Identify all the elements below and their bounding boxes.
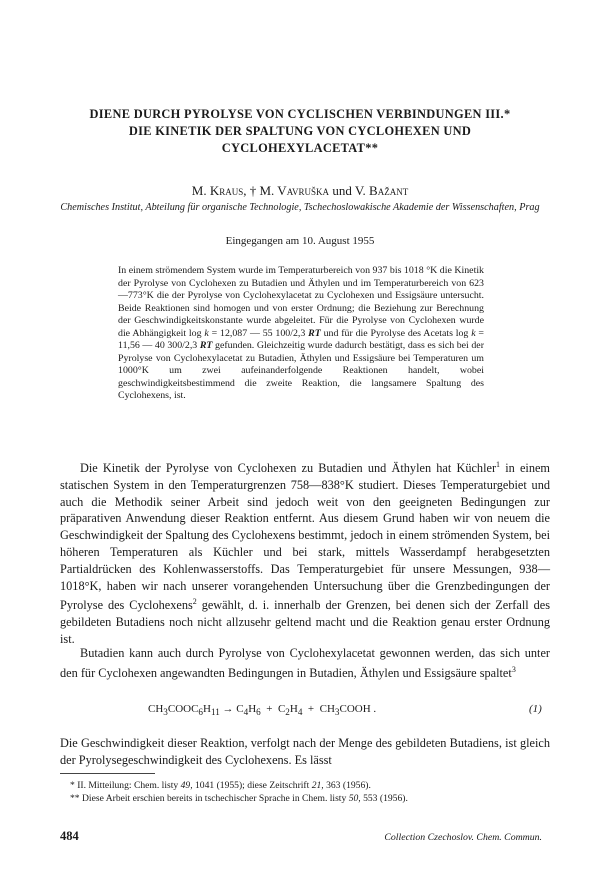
footnote-marker: ** [70,793,80,804]
abstract-text: = 12,087 — 55 100/2,3 [208,327,309,339]
author-3-name: ažant [377,183,409,198]
abstract-text: = 11,56 — 40 300/2,3 [118,327,484,351]
title-line-3: CYCLOHEXYLACETAT** [221,141,379,155]
abstract-symbol: RT [199,340,213,351]
equation-number: (1) [529,703,542,715]
reference-marker: 2 [192,597,197,607]
body-text: Die Kinetik der Pyrolyse von Cyclohexen zu Butadien und Äthylen hat Küchler [80,461,497,476]
author-list [40,183,560,199]
abstract-symbol: k [204,327,209,339]
affiliation: Chemisches Institut, Abteilung für organische Technologie, Tschechoslowakische Akademie der Wissenschaften, Prag [60,202,540,213]
title-line-1: DIENE DURCH PYROLYSE VON CYCLISCHEN VERBINDUNGEN III.* [89,107,511,121]
body-paragraph-1 [60,457,550,648]
footnote-marker: * [70,780,75,791]
paper-title [40,106,560,157]
page-number: 484 [60,829,79,843]
author-separator: und V. B [329,183,378,198]
abstract-text: und für die Pyrolyse des Acetats log [320,327,472,339]
footnote-1: * II. Mitteilung: Chem. listy 49, 1041 (1955); diese Zeitschrift 21, 363 (1956). [70,780,371,791]
abstract-text: gefunden. Gleichzeitig wurde dadurch bestätigt, dass es sich bei der Pyrolyse von Cyclohexylacetat zu Butadien, Äthylen und Essigsäure bei Temperaturen um 1000°K um zwei aufeinanderfolgende Reaktionen handelt, wobei geschwindigkeitsbestimmend die zweite Reaktion, die langsamere Spaltung des Cyclohexens, ist. [118,340,484,401]
author-separator: , † M. V [243,183,287,198]
abstract [118,265,484,403]
title-line-2: DIE KINETIK DER SPALTUNG VON CYCLOHEXEN UND [128,124,472,138]
abstract-symbol: k [471,327,476,339]
journal-name: Collection Czechoslov. Chem. Commun. [384,832,542,843]
abstract-symbol: RT [308,327,321,339]
equation-1: $CH_3COOC_6H_{11} \to C_4H_6 + C_2H_4$ + $CH_3COOH$ . [148,703,377,718]
author-1-name: raus [219,183,244,198]
reference-marker: 3 [511,664,516,674]
footnote-divider [60,773,155,774]
body-paragraph-2 [60,645,550,682]
body-paragraph-3: Die Geschwindigkeit dieser Reaktion, verfolgt nach der Menge des gebildeten Butadiens, ist gleich der Pyrolysegeschwindigkeit des Cyclohexens. Es lässt [60,736,550,767]
footnote-2: ** Diese Arbeit erschien bereits in tschechischer Sprache in Chem. listy 50, 553 (1956). [70,793,408,804]
author-1-initial: M. K [191,183,220,198]
received-date: Eingegangen am 10. August 1955 [225,235,375,247]
body-text: Butadien kann auch durch Pyrolyse von Cyclohexylacetat gewonnen werden, das sich unter den für Cyclohexen angewandten Bedingungen in Butadien, Äthylen und Essigsäure spaltet [60,646,550,680]
abstract-text: In einem strömendem System wurde im Temperaturbereich von 937 bis 1018 °K die Kinetik der Pyrolyse von Cyclohexen zu Butadien und Äthylen und im Temperaturbereich von 623—773°K die der Pyrolyse von Cyclohexylacetat zu Cyclohexen und Essigsäure untersucht. Beide Reaktionen sind homogen und von erster Ordnung; die Beziehung zur Berechnung der Geschwindigkeitskonstante wurde abgeleitet. Für die Pyrolyse von Cyclohexen wurde die Abhängigkeit log [118,265,484,339]
body-text: gewählt, d. i. innerhalb der Grenzen, bei denen sich der Zerfall des gebildeten Butadiens noch nicht allzusehr geltend macht und die Reaktion genau erster Ordnung ist. [60,598,550,647]
reference-marker: 1 [496,460,501,469]
body-text: in einem statischen System in den Temperaturgrenzen 758—838°K studiert. Dieses Temperaturgebiet und auch die Methodik seiner Arbeit sind jedoch weit von den geeigneten Bedingungen zur präparativen Anwendung dieser Reaktion entfernt. Aus diesem Grund haben wir von neuem die Geschwindigkeit der Spaltung des Cyclohexens bestimmt, jedoch in einem strömenden System, bei höheren Temperaturen als Küchler und bei stark, mittels Wasserdampf herabgesetzten Partialdrücken des Kohlenwasserstoffs. Das Temperaturgebiet für unsere Messungen, 938—1018°K, haben wir nach unserer vorangehenden Untersuchung über die Grenzbedingungen der Pyrolyse des Cyclohexens [60,461,550,613]
author-2-name: avruška [286,183,330,198]
